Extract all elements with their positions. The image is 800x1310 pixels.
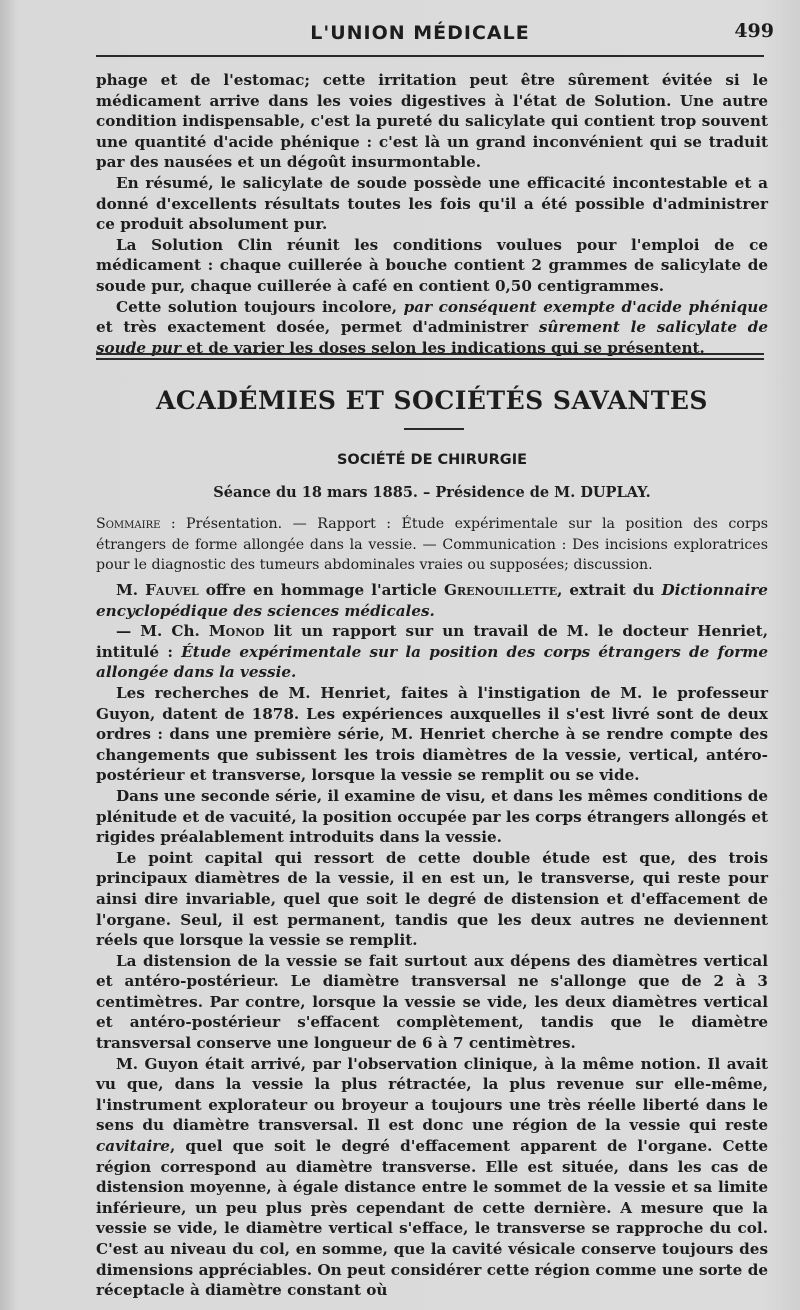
article-name: Grenouillette	[444, 581, 558, 599]
page-number: 499	[734, 20, 774, 42]
text: , extrait du	[557, 581, 655, 599]
summary	[96, 514, 768, 576]
section-divider	[96, 353, 764, 360]
page-header	[60, 18, 780, 52]
text: lit un rapport sur un travail de M. le docteur Henriet, intitulé :	[96, 622, 768, 661]
text: et de varier les doses selon les indications qui se présentent.	[186, 338, 705, 357]
paragraph: La Solution Clin réunit les conditions voulues pour l'emploi de ce médicament : chaque cuillerée à bouche contient 2 grammes de salicylate de soude pur, chaque cuillerée à café en contient 0,50 centigrammes.	[96, 235, 768, 295]
text: M.	[116, 581, 139, 599]
text: M. Guyon était arrivé, par l'observation clinique, à la même notion. Il avait vu que, dans la vessie la plus rétractée, la plus revenue sur elle-même, l'instrument explorateur ou broyeur a toujours une très réelle liberté dans le sens du diamètre transversal. Il est donc une région de la vessie qui reste	[96, 1054, 768, 1135]
society-heading: SOCIÉTÉ DE CHIRURGIE	[336, 452, 528, 468]
paragraph	[96, 297, 768, 359]
paragraph: Dans une seconde série, il examine de visu, et dans les mêmes conditions de plénitude et de vacuité, la position occupée par les corps étrangers allongés et rigides préalablement introduits dans la vessie.	[96, 786, 769, 847]
emphasis: Étude expérimentale sur la position des corps étrangers de forme allongée dans la vessie.	[96, 642, 768, 682]
emphasis: Dictionnaire encyclopédique des sciences médicales.	[96, 581, 768, 620]
main-text	[96, 580, 768, 1301]
text: — M. Ch.	[116, 622, 200, 641]
header-rule	[96, 55, 764, 57]
summary-text: : Présentation. — Rapport : Étude expérimentale sur la position des corps étrangers de forme allongée dans la vessie. — Communication : Des incisions exploratrices pour le diagnostic des tumeurs abdominales vraies ou supposées; discussion.	[96, 516, 768, 574]
running-title: L'UNION MÉDICALE	[310, 22, 530, 44]
section-title: ACADÉMIES ET SOCIÉTÉS SAVANTES	[156, 386, 708, 415]
paragraph: La distension de la vessie se fait surtout aux dépens des diamètres vertical et antéro-postérieur. Le diamètre transversal ne s'allonge que de 2 à 3 centimètres. Par contre, lorsque la vessie se vide, les deux diamètres vertical et antéro-postérieur s'effacent complètement, tandis que le diamètre transversal conserve une longueur de 6 à 7 centimètres.	[96, 951, 768, 1053]
person-name: Monod	[208, 622, 265, 641]
text: offre en hommage l'article	[205, 581, 437, 599]
emphasis: cavitaire	[96, 1137, 170, 1156]
summary-lead: Sommaire	[96, 516, 161, 532]
emphasis: par conséquent exempte d'acide phénique	[403, 297, 768, 316]
title-underline	[404, 428, 464, 430]
emphasis: sûrement le salicylate de soude pur	[96, 318, 768, 357]
paragraph	[96, 1054, 768, 1301]
person-name: Fauvel	[145, 581, 199, 599]
paragraph: Les recherches de M. Henriet, faites à l'instigation de M. le professeur Guyon, datent de 1878. Les expériences auxquelles il s'est livré sont de deux ordres : dans une première série, M. Henriet cherche à se rendre compte des changements que subissent les trois diamètres de la vessie, vertical, antéro-postérieur et transverse, lorsque la vessie se remplit ou se vide.	[96, 683, 768, 785]
paragraph	[96, 580, 768, 621]
text: , quel que soit le degré d'effacement apparent de l'organe. Cette région correspond au diamètre transverse. Elle est située, dans les cas de distension moyenne, à égale distance entre le sommet de la vessie et sa limite inférieure, un peu plus près cependant de cette dernière. A mesure que la vessie se vide, le diamètre vertical s'efface, le transverse se rapproche du col. C'est au niveau du col, en somme, que la cavité vésicale conserve toujours des dimensions appréciables. On peut considérer cette région comme une sorte de réceptacle à diamètre constant où	[96, 1137, 768, 1300]
paragraph: Le point capital qui ressort de cette double étude est que, des trois principaux diamètres de la vessie, il en est un, le transverse, qui reste pour ainsi dire invariable, quel que soit le degré de distension et d'effacement de l'organe. Seul, il est permanent, tandis que les deux autres ne deviennent réels que lorsque la vessie se remplit.	[96, 848, 768, 950]
session-line: Séance du 18 mars 1885. – Présidence de M. DUPLAY.	[213, 484, 651, 501]
paragraph: phage et de l'estomac; cette irritation peut être sûrement évitée si le médicament arrive dans les voies digestives à l'état de Solution. Une autre condition indispensable, c'est la pureté du salicylate qui contient trop souvent une quantité d'acide phénique : c'est là un grand inconvénient qui se traduit par des nausées et un dégoût insurmontable.	[96, 71, 768, 172]
text: et très exactement dosée, permet d'administrer	[96, 318, 529, 337]
paragraph	[96, 621, 768, 683]
intro-text	[96, 70, 768, 358]
paragraph: En résumé, le salicylate de soude possède une efficacité incontestable et a donné d'excellents résultats toutes les fois qu'il a été possible d'administrer ce produit absolument pur.	[96, 173, 768, 234]
text: Cette solution toujours incolore,	[116, 297, 398, 316]
